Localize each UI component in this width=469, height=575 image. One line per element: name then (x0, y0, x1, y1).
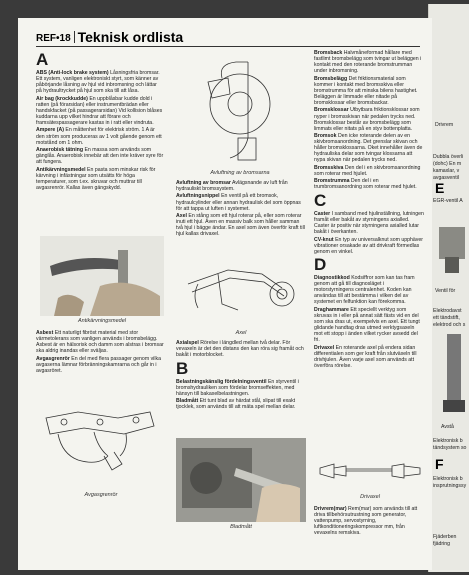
feeler-gauge-caption: Bladmått (230, 524, 252, 530)
entry-drivrem: Drivrem(mar) Rem(mar) som används till att driva tillbehörsutrustning som generator, vattenpump, servostyrning, luftkonditioneringskompressor mm, från vevaxelns remskiva. (314, 506, 418, 537)
entry-airbag: Air bag (krockkudde) En uppblåsbar kudde dold i ratten (på förarsidan) eller instrumentbrädan eller handskfacket (på passagerarsidan) Vid kollision blåses kuddarna upp vilket hindrar att förare och framsätespassagerare kastas in i ratt eller vindruta. (36, 95, 163, 127)
facing-text-line: Elektronisk b (433, 476, 463, 482)
entry-bladmatt: Bladmått Ett tunt blad av härdat stål, slipat till exakt tjocklek, som används till att mäta spel mellan delar. (176, 398, 296, 411)
facing-text-line: tändsystem so (433, 445, 467, 451)
column-2-lower (176, 340, 306, 412)
facing-text-line: Elektrodavst (433, 308, 462, 314)
driveshaft-figure (316, 454, 424, 488)
facing-text-line: ett tändstift, (433, 315, 460, 321)
entry-bromsskiva: Bromsskiva Den del i en skivbromsanordning som roterar med hjulet. (314, 164, 421, 177)
facing-text-line: Fjäderben (433, 534, 457, 540)
facing-caption: Ventil för (435, 288, 456, 294)
axle-caption: Axel (235, 330, 247, 336)
entry-axialspel: Axialspel Rörelse i längdled mellan två delar. För vevaxeln är det den distans den kan röra sig framåt och bakåt i motorblocket. (176, 340, 304, 359)
facing-section-letter: F (435, 456, 444, 472)
facing-text-line: (dohc) En m (433, 161, 462, 167)
entry-bromsok: Bromsok Den icke roterande delen av en skivbromsanordning. Det grenslar skivan och håller bromsklossarna. Oket innehåller även de hydrauliska delar som tvingar klossarna att nypa skivan när pedalen trycks ned. (314, 133, 423, 164)
header-rule (36, 46, 420, 47)
entry-anaerobisk: Anaerobisk tätning En massa som används som gänglås. Anaerobisk innebär att den inte kräver syre för att fungera. (36, 147, 164, 166)
entry-axel: Axel En stång som ett hjul roterar på, eller som roterar inuti ett hjul. Även en massiv balk som håller samman två hjul i bägge ändar. En axel som även överför kraft till hjul kallas drivaxel. (176, 213, 305, 238)
facing-text-line: Elektronisk b (433, 438, 463, 444)
page-title: Teknisk ordlista (77, 28, 184, 45)
page-number: REF•18 (36, 33, 71, 44)
section-letter-d: D (314, 255, 327, 275)
glossary-page (18, 18, 432, 570)
facing-caption: Avstå (441, 424, 454, 430)
exhaust-manifold-figure (38, 398, 164, 478)
entry-cv-knut: CV-knut En typ av universalknut som upphäver vibrationer orsakade av att drivkraft förmedlas genom en vinkel. (314, 236, 424, 255)
entry-caster: Caster I samband med hjulinställning, lutningen framåt eller bakåt av styrningens axialled. Caster är positiv när styrningens axialled lutar bakåt i överkanten. (314, 210, 424, 236)
entry-abs: ABS (Anti-lock brake system) Låsningsfria bromsar. Ett system, vanligen elektroniskt styrt, som känner av påbörjande låsning av hjul vid inbromsning och lättar på hydraultrycket på hjul som ska till att låsa. (36, 70, 160, 95)
facing-text-line: avgasventil (433, 175, 459, 181)
facing-text-line: elektrod och s (433, 322, 466, 328)
entry-avluftning: Avluftning av bromsar Avlägsnande av luft från hydrauliskt bromssystem. (176, 180, 288, 193)
column-2 (176, 180, 306, 239)
facing-text-line: Dubbla överli (433, 154, 464, 160)
anti-seize-caption: Antikärvningsmedel (78, 318, 126, 324)
entry-avgasgrenror: Avgasgrenrör En del med flera passager genom vilka avgaserna lämnar förbränningskamrarna och går in i avgasröret. (36, 355, 161, 374)
facing-section-letter: E (435, 180, 445, 196)
section-letter-a: A (36, 50, 49, 69)
axle-figure (178, 244, 304, 326)
entry-belastningskanslig: Belastningskänslig fördelningsventil En styrventil i bromshydrauliken som fördelar bromseffekten, med hänsyn till bakaxelbelastningen. (176, 378, 299, 397)
feeler-gauge-figure (176, 438, 306, 522)
facing-text-line: fjädring (433, 541, 451, 547)
section-letter-b: B (176, 358, 189, 378)
entry-bromsbelagg: Bromsbelägg Det friktionsmaterial som kommer i kontakt med bromsskiva eller bromstrumma för att minska bilens hastighet. Beläggen är limmade eller nitade på bromsklossar eller bromsbackar. (314, 75, 418, 107)
facing-text-line: Drivrem (435, 122, 454, 128)
egr-valve-figure (433, 219, 469, 279)
column-1 (36, 50, 164, 192)
entry-draghammare: Draghammare Ett speciellt verktyg som skruvas in i eller på annat sätt fästs vid en del som ska dras ut, exempelvis en axel. Ett tungt glidande handtag dras utmed verktygsaxeln mot ett stopp i änden vilket rycker avsedd del fri. (314, 306, 420, 344)
column-1-lower (36, 330, 164, 375)
section-letter-c: C (314, 190, 327, 210)
spark-plug-gap-figure (433, 330, 469, 420)
entry-bromstrumma: Bromstrumma Den del i en trumbromsanordning som roterar med hjulet. (314, 178, 417, 191)
entry-antikarvning: Antikärvningsmedel En pasta som minskar risk för kärvning i infästningar som utsätts för höga temperaturer, som t.ex. skruvar och muttrar till avgasrenrör. Kallas även gängskydd. (36, 166, 156, 191)
facing-text-line: insprutningssy (433, 483, 467, 489)
column-3 (314, 50, 424, 370)
entry-bromsklossar: Bromsklossar Utbytbara friktionsklossar som nyper i bromsskivan när pedalen trycks ned. Bromsklossar består av bromsbelägg som limmats eller nitats på en styv bottenplatta. (314, 107, 420, 132)
entry-ampere: Ampere (A) En måttenhet för elektrisk ström. 1 A är den ström som produceras av 1 volt gående genom ett motstånd om 1 ohm. (36, 127, 162, 146)
entry-diagnostikkod: Diagnostikkod Kodsiffror som kan tas fram genom att gå till diagnosläget i motorstyrningens centralenhet. Koden kan användas till att bestämma i vilken del av systemet en felfunktion kan förekomma. (314, 275, 415, 306)
driveshaft-caption: Drivaxel (360, 494, 380, 500)
anti-seize-figure (40, 236, 164, 316)
entry-drivaxel: Drivaxel En roterande axel på endera sidan differentialen som ger kraft från slutväxeln till drivhjulen. Även varje axel som används att överföra rörelse. (314, 344, 417, 369)
column-3-lower (314, 506, 424, 538)
facing-text-line: EGR-ventil A (433, 198, 463, 204)
page-header (36, 28, 183, 46)
brake-bleeding-caption: Avluftning av bromsarna (210, 170, 270, 176)
brake-bleeding-figure (178, 58, 302, 166)
facing-text-line: kamaxlar, v (433, 168, 460, 174)
exhaust-manifold-caption: Avgasgrenrör (84, 492, 118, 498)
entry-avluftningsnippel: Avluftningsnippel En ventil på ett bromsok, hydraulcylinder eller annan hydraulisk del som öppnas för att tappa ut luften i systemet. (176, 193, 301, 212)
entry-asbest: Asbest Ett naturligt fibröst material med stor värmetolerans som vanligen används i bromsbelägg. Asbest är en hälsorisk och damm som alstras i bromsar ska aldrig inandas eller sväljas. (36, 330, 164, 355)
facing-page (428, 4, 469, 572)
entry-bromsback: Bromsback Halvmåneformad hållare med fastlimt bromsbelägg som tvingar ut beläggen i kontakt med den roterande bromstrumman under inbromsning. (314, 50, 422, 75)
